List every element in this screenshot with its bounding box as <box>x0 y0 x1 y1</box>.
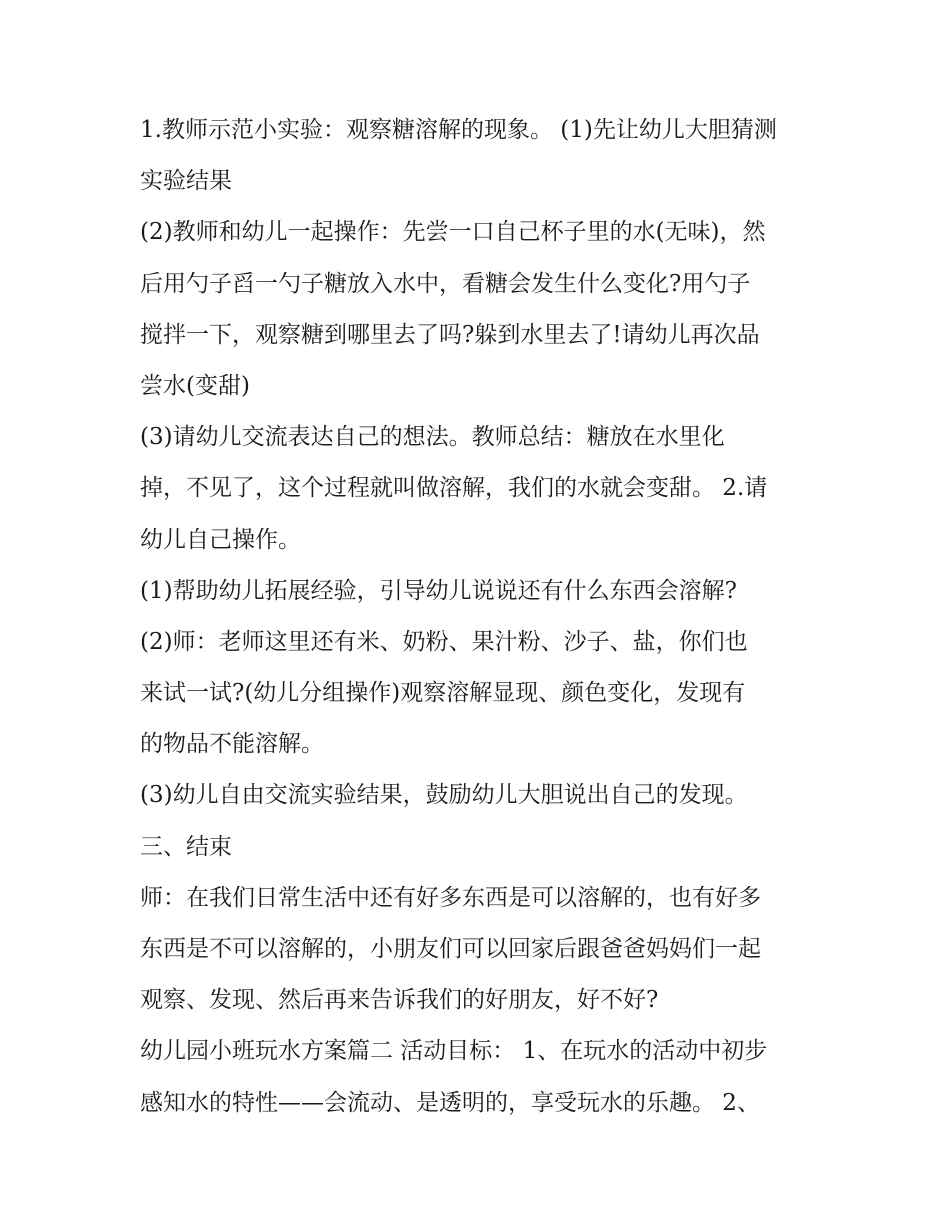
text-line: (3)请幼儿交流表达自己的想法。教师总结：糖放在水里化 <box>140 424 725 451</box>
text-line: 1.教师示范小实验：观察糖溶解的现象。 (1)先让幼儿大胆猜测 <box>140 117 777 143</box>
text-line: 的物品不能溶解。 <box>140 731 324 758</box>
text-line: 尝水(变甜) <box>140 372 250 399</box>
text-line: 实验结果 <box>140 168 232 195</box>
text-line: 东西是不可以溶解的，小朋友们可以回家后跟爸爸妈妈们一起 <box>140 936 761 962</box>
document-body <box>140 105 820 1129</box>
text-line: (1)帮助幼儿拓展经验，引导幼儿说说还有什么东西会溶解? <box>140 577 737 604</box>
text-line: 师：在我们日常生活中还有好多东西是可以溶解的，也有好多 <box>140 884 761 911</box>
text-line: 观察、发现、然后再来告诉我们的好朋友，好不好? <box>140 987 659 1014</box>
text-line: 感知水的特性——会流动、是透明的，享受玩水的乐趣。 2、 <box>140 1089 760 1116</box>
text-line: 后用勺子舀一勺子糖放入水中，看糖会发生什么变化?用勺子 <box>140 270 751 297</box>
text-line: (3)幼儿自由交流实验结果，鼓励幼儿大胆说出自己的发现。 <box>140 782 748 809</box>
text-line: 幼儿园小班玩水方案篇二 活动目标： 1、在玩水的活动中初步 <box>140 1038 768 1065</box>
text-line: 来试一试?(幼儿分组操作)观察溶解显现、颜色变化，发现有 <box>140 680 746 707</box>
text-line: 幼儿自己操作。 <box>140 526 301 553</box>
text-line: 搅拌一下，观察糖到哪里去了吗?躲到水里去了!请幼儿再次品 <box>140 321 760 348</box>
text-line: (2)师：老师这里还有米、奶粉、果汁粉、沙子、盐，你们也 <box>140 628 748 655</box>
text-line: (2)教师和幼儿一起操作：先尝一口自己杯子里的水(无味)，然 <box>140 219 766 246</box>
section-heading: 三、结束 <box>140 833 232 860</box>
text-line: 掉，不见了，这个过程就叫做溶解，我们的水就会变甜。 2.请 <box>140 475 768 502</box>
